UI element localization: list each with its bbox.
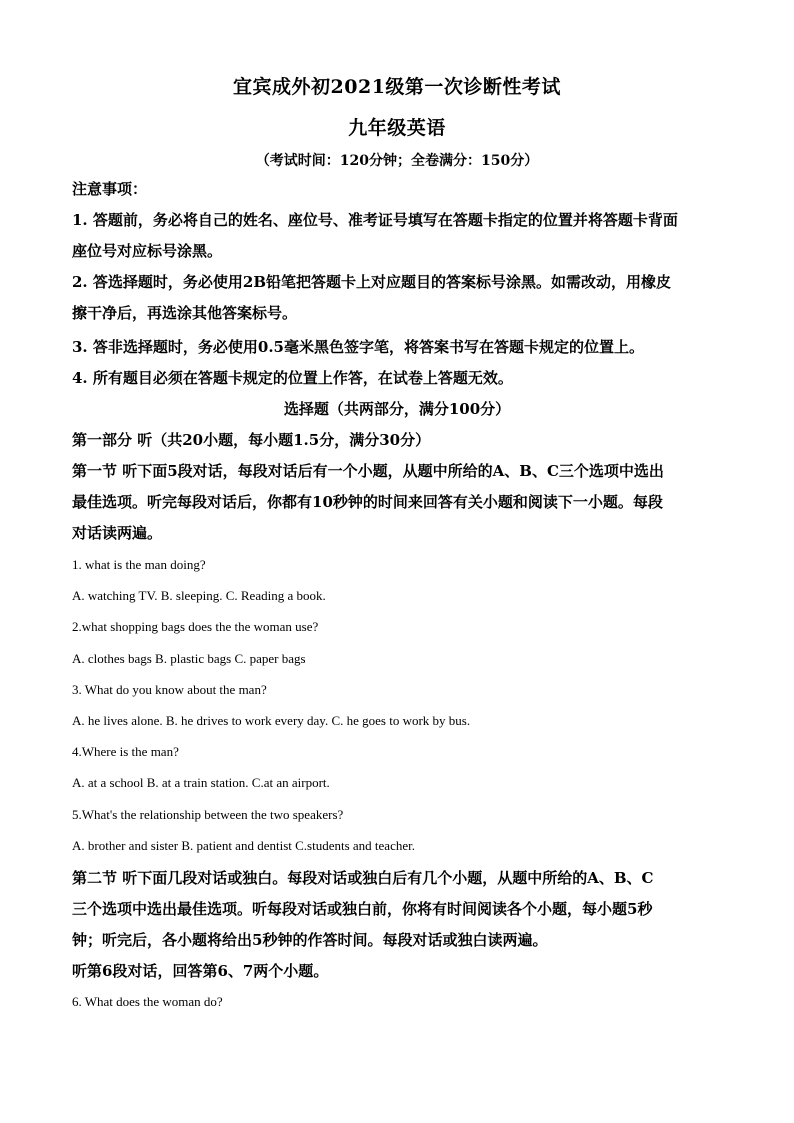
part1-section1-line-1: 第一节 听下面5段对话，每段对话后有一个小题，从题中所给的A、B、C三个选项中选出: [72, 462, 664, 480]
notice-item-2-line-1: 2. 答选择题时，务必使用2B铅笔把答题卡上对应题目的答案标号涂黑。如需改动，用橡皮: [72, 273, 672, 291]
part1-section2-line-3: 钟；听完后，各小题将给出5秒钟的作答时间。每段对话或独白读两遍。: [72, 931, 548, 949]
section-heading: 选择题（共两部分，满分100分）: [283, 400, 511, 418]
question-4: 4.Where is the man?: [72, 744, 179, 759]
notice-item-1-line-1: 1. 答题前，务必将自己的姓名、座位号、准考证号填写在答题卡指定的位置并将答题卡背面: [72, 211, 678, 229]
question-3: 3. What do you know about the man?: [72, 682, 267, 697]
part1-section2-line-2: 三个选项中选出最佳选项。听每段对话或独白前，你将有时间阅读各个小题，每小题5秒: [72, 900, 653, 918]
part1-section2-line-1: 第二节 听下面几段对话或独白。每段对话或独白后有几个小题，从题中所给的A、B、C: [72, 869, 654, 887]
notice-item-3: 3. 答非选择题时，务必使用0.5毫米黑色签字笔，将答案书写在答题卡规定的位置上。: [72, 338, 644, 356]
question-1: 1. what is the man doing?: [72, 557, 206, 572]
notice-item-1-line-2: 座位号对应标号涂黑。: [72, 242, 223, 260]
question-2: 2.what shopping bags does the the woman use?: [72, 619, 319, 634]
notice-item-2-line-2: 擦干净后，再选涂其他答案标号。: [72, 304, 298, 322]
part1-heading: 第一部分 听（共20小题，每小题1.5分，满分30分）: [72, 431, 431, 449]
exam-title: 宜宾成外初2021级第一次诊断性考试: [233, 76, 561, 98]
part1-section1-line-2: 最佳选项。听完每段对话后，你都有10秒钟的时间来回答有关小题和阅读下一小题。每段: [72, 493, 663, 511]
question-3-options: A. he lives alone. B. he drives to work every day. C. he goes to work by bus.: [72, 713, 471, 728]
notice-heading: 注意事项：: [72, 180, 148, 198]
part1-section2-line-4: 听第6段对话，回答第6、7两个小题。: [72, 962, 329, 980]
exam-subtitle: 九年级英语: [348, 117, 446, 139]
exam-info: （考试时间：120分钟；全卷满分：150分）: [255, 153, 539, 169]
question-6: 6. What does the woman do?: [72, 994, 223, 1009]
part1-section1-line-3: 对话读两遍。: [72, 524, 163, 542]
question-2-options: A. clothes bags B. plastic bags C. paper bags: [72, 651, 306, 666]
notice-item-4: 4. 所有题目必须在答题卡规定的位置上作答，在试卷上答题无效。: [72, 369, 513, 387]
question-5-options: A. brother and sister B. patient and dentist C.students and teacher.: [72, 838, 415, 853]
question-5: 5.What's the relationship between the two speakers?: [72, 807, 344, 822]
question-4-options: A. at a school B. at a train station. C.at an airport.: [72, 775, 330, 790]
question-1-options: A. watching TV. B. sleeping. C. Reading a book.: [72, 588, 326, 603]
